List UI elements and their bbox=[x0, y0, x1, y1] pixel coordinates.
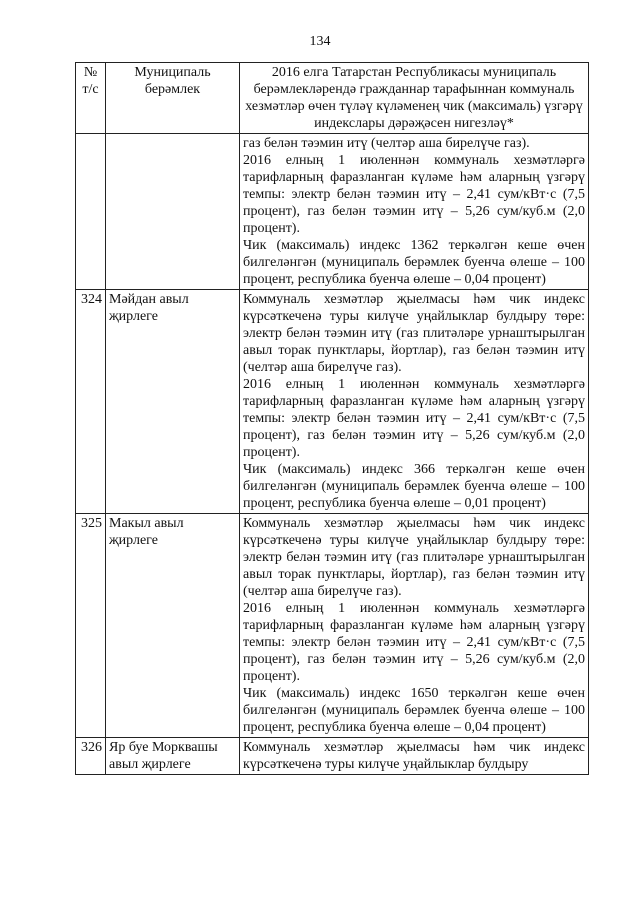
table-row bbox=[76, 514, 589, 738]
table-row bbox=[76, 738, 589, 775]
description-cell bbox=[240, 514, 589, 738]
page-number: 134 bbox=[309, 34, 331, 49]
description-paragraph: 2016 елның 1 июленнән коммуналь хезмәтләргә тарифларның фаразланган күләме һәм аларның үзгәрү темпы: электр белән тәэмин итү – 2,41 сум/кВт·с (7,5 процент), газ белән тәэмин итү – 5,26 сум/куб.м (2,0 процент). bbox=[243, 601, 585, 684]
header-description: 2016 елга Татарстан Республикасы муниципаль берәмлекләрендә гражданнар тарафыннан коммуналь хезмәтләр өчен түләү күләменең чик (максималь) үзгәрү индекслары дәрәҗәсен нигезләү* bbox=[240, 63, 589, 134]
description-paragraph: 2016 елның 1 июленнән коммуналь хезмәтләргә тарифларның фаразланган күләме һәм аларның үзгәрү темпы: электр белән тәэмин итү – 2,41 сум/кВт·с (7,5 процент), газ белән тәэмин итү – 5,26 сум/куб.м (2,0 процент). bbox=[243, 377, 585, 460]
description-paragraph: Коммуналь хезмәтләр җыелмасы һәм чик индекс күрсәткеченә туры килүче уңайлыклар булдыру төре: электр белән тәэмин итү (газ плитәләре урнаштырылган авыл торак пунктлары, йортлар), газ белән тәэмин итү (челтәр аша бирелүче газ). bbox=[243, 516, 585, 599]
tariff-index-table bbox=[75, 62, 589, 775]
municipality-name bbox=[106, 134, 240, 290]
description-paragraph: Чик (максималь) индекс 1362 теркәлгән кеше өчен билгеләнгән (муниципаль берәмлек буенча өлеше – 100 процент, республика буенча өлеше – 0,04 процент) bbox=[243, 238, 585, 287]
table-header-row bbox=[76, 63, 589, 134]
description-cell bbox=[240, 738, 589, 775]
description-cell bbox=[240, 290, 589, 514]
municipality-name: Макыл авыл җирлеге bbox=[106, 514, 240, 738]
municipality-name: Мәйдан авыл җирлеге bbox=[106, 290, 240, 514]
description-paragraph: Коммуналь хезмәтләр җыелмасы һәм чик индекс күрсәткеченә туры килүче уңайлыклар булдыру төре: электр белән тәэмин итү (газ плитәләре урнаштырылган авыл торак пунктлары, йортлар), газ белән тәэмин итү (челтәр аша бирелүче газ). bbox=[243, 292, 585, 375]
table-row bbox=[76, 290, 589, 514]
row-number bbox=[76, 134, 106, 290]
description-paragraph: 2016 елның 1 июленнән коммуналь хезмәтләргә тарифларның фаразланган күләме һәм аларның үзгәрү темпы: электр белән тәэмин итү – 2,41 сум/кВт·с (7,5 процент), газ белән тәэмин итү – 5,26 сум/куб.м (2,0 процент). bbox=[243, 153, 585, 236]
description-paragraph: Чик (максималь) индекс 1650 теркәлгән кеше өчен билгеләнгән (муниципаль берәмлек буенча өлеше – 100 процент, республика буенча өлеше – 0,04 процент) bbox=[243, 686, 585, 735]
table-body bbox=[76, 134, 589, 775]
header-municipality: Муниципаль берәмлек bbox=[106, 63, 240, 134]
table-row bbox=[76, 134, 589, 290]
description-paragraph: газ белән тәэмин итү (челтәр аша бирелүче газ). bbox=[243, 136, 530, 151]
header-num: № т/с bbox=[76, 63, 106, 134]
municipality-name: Яр буе Морквашы авыл җирлеге bbox=[106, 738, 240, 775]
row-number: 325 bbox=[76, 514, 106, 738]
row-number: 326 bbox=[76, 738, 106, 775]
description-cell bbox=[240, 134, 589, 290]
row-number: 324 bbox=[76, 290, 106, 514]
description-paragraph: Коммуналь хезмәтләр җыелмасы һәм чик индекс күрсәткеченә туры килүче уңайлыклар булдыру bbox=[243, 740, 585, 772]
description-paragraph: Чик (максималь) индекс 366 теркәлгән кеше өчен билгеләнгән (муниципаль берәмлек буенча өлеше – 100 процент, республика буенча өлеше – 0,01 процент) bbox=[243, 462, 585, 511]
